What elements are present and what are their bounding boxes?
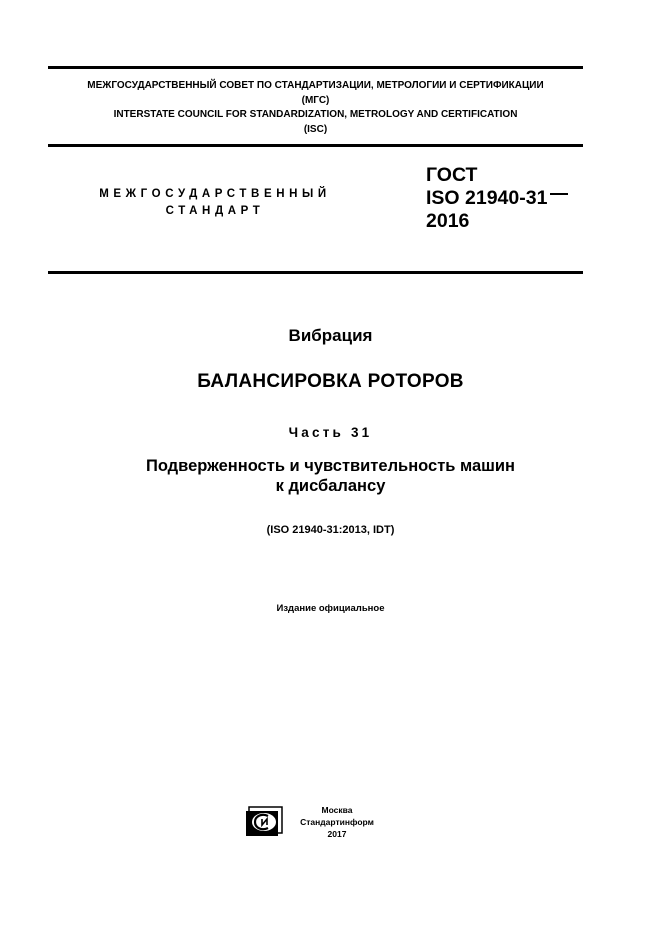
main-title: БАЛАНСИРОВКА РОТОРОВ <box>197 371 464 392</box>
publisher-city: Москва <box>321 805 353 815</box>
topic-title: Вибрация <box>288 326 373 345</box>
gost-number-line <box>426 187 568 210</box>
subtitle-line2: к дисбалансу <box>275 477 386 495</box>
standartinform-logo-icon <box>244 806 284 838</box>
council-abbr-ru: (МГС) <box>301 94 330 106</box>
standard-type <box>60 186 370 220</box>
iso-reference: (ISO 21940-31:2013, IDT) <box>266 524 395 536</box>
top-rule <box>48 66 583 69</box>
gost-designation <box>426 164 568 233</box>
subtitle <box>0 456 661 496</box>
gost-dash <box>550 193 568 195</box>
subtitle-line1: Подверженность и чувствительность машин <box>145 457 516 475</box>
lower-rule <box>48 271 583 274</box>
gost-number: ISO 21940-31 <box>426 187 548 209</box>
edition-note: Издание официальное <box>276 603 385 614</box>
council-header <box>48 79 583 137</box>
council-name-ru: МЕЖГОСУДАРСТВЕННЫЙ СОВЕТ ПО СТАНДАРТИЗАЦИИ, МЕТРОЛОГИИ И СЕРТИФИКАЦИИ <box>87 80 544 91</box>
council-name-en: INTERSTATE COUNCIL FOR STANDARDIZATION, METROLOGY AND CERTIFICATION <box>113 109 518 120</box>
publisher-name: Стандартинформ <box>300 817 374 827</box>
part-number: Часть 31 <box>288 425 373 440</box>
council-abbr-en: (ISC) <box>303 123 328 135</box>
standard-type-line1: МЕЖГОСУДАРСТВЕННЫЙ <box>99 188 331 200</box>
middle-rule <box>48 144 583 147</box>
publisher-year: 2017 <box>327 829 347 839</box>
gost-label: ГОСТ <box>426 164 478 186</box>
publisher-block <box>292 804 382 840</box>
standard-type-line2: СТАНДАРТ <box>165 205 265 217</box>
gost-year: 2016 <box>426 210 470 232</box>
